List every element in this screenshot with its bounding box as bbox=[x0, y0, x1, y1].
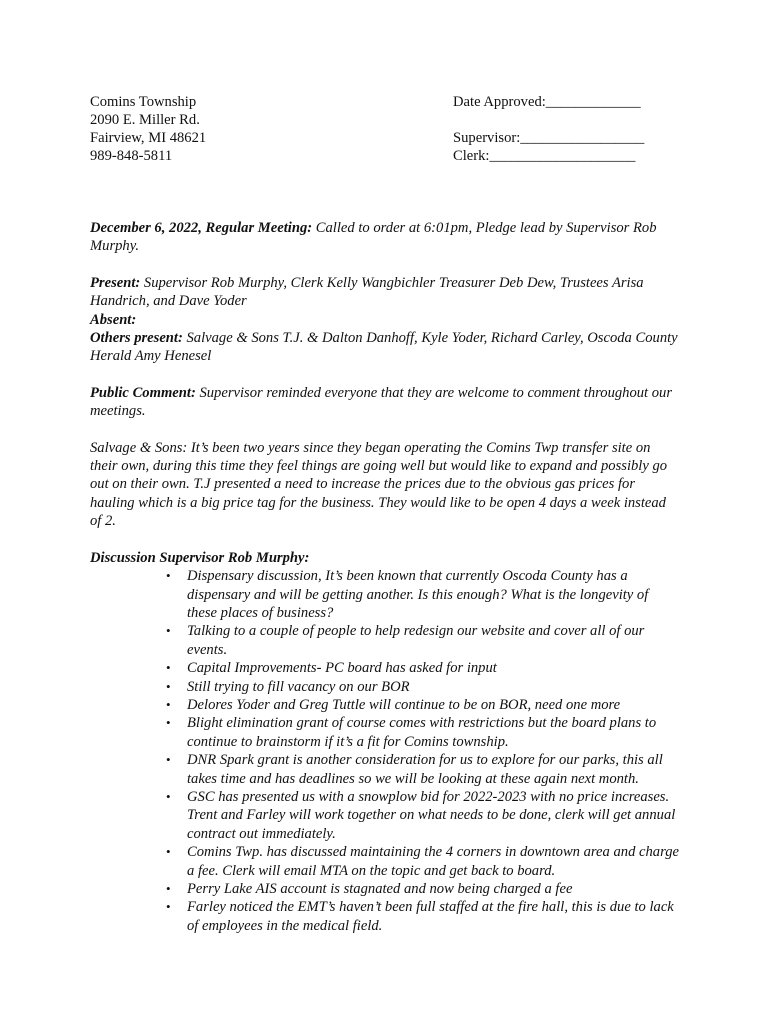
discussion-item-text: Perry Lake AIS account is stagnated and now being charged a fee bbox=[187, 881, 573, 897]
present-label: Present: bbox=[90, 274, 141, 291]
minutes-page bbox=[90, 93, 680, 935]
meeting-label: December 6, 2022, Regular Meeting: bbox=[90, 220, 313, 236]
approval-block bbox=[453, 93, 644, 165]
bullet-dot: • bbox=[166, 623, 171, 639]
discussion-item bbox=[166, 880, 680, 898]
bullet-dot: • bbox=[166, 696, 171, 712]
discussion-item bbox=[166, 898, 680, 935]
city-state-zip: Fairview, MI 48621 bbox=[90, 130, 207, 146]
bullet-dot: • bbox=[166, 881, 171, 896]
present-paragraph bbox=[90, 274, 680, 311]
discussion-item-text: Farley noticed the EMT’s haven’t been full staffed at the fire hall, this is due to lack of employees in the medical field. bbox=[187, 899, 674, 934]
street-address: 2090 E. Miller Rd. bbox=[90, 112, 200, 128]
bullet-dot: • bbox=[166, 715, 171, 731]
salvage-paragraph: Salvage & Sons: It’s been two years since they began operating the Comins Twp transfer site on their own, during this time they feel things are going well but would like to expand and possibly go out on their own. T.J presented a need to increase the prices due to the obvious gas prices for hauling which is a big price tag for the business. They would like to be open 4 days a week instead of 2. bbox=[90, 439, 668, 530]
discussion-list bbox=[90, 567, 680, 935]
bullet-dot: • bbox=[166, 788, 171, 804]
bullet-dot: • bbox=[166, 899, 171, 915]
public-comment-paragraph bbox=[90, 384, 680, 421]
bullet-dot: • bbox=[166, 844, 171, 860]
discussion-item bbox=[166, 696, 680, 714]
discussion-item-text: Comins Twp. has discussed maintaining the 4 corners in downtown area and charge a fee. Clerk will email MTA on the topic and get back to board. bbox=[187, 844, 679, 879]
discussion-item bbox=[166, 678, 680, 696]
others-text: Salvage & Sons T.J. & Dalton Danhoff, Kyle Yoder, Richard Carley, Oscoda County Herald Amy Henesel bbox=[90, 330, 678, 365]
discussion-heading: Discussion Supervisor Rob Murphy: bbox=[90, 549, 310, 566]
date-approved-line: Date Approved:_____________ bbox=[453, 94, 641, 110]
public-comment-text: Supervisor reminded everyone that they are welcome to comment throughout our meetings. bbox=[90, 384, 673, 420]
discussion-item bbox=[166, 714, 680, 751]
discussion-item-text: Still trying to fill vacancy on our BOR bbox=[187, 678, 410, 695]
absent-paragraph bbox=[90, 311, 680, 329]
present-text: Supervisor Rob Murphy, Clerk Kelly Wangbichler Treasurer Deb Dew, Trustees Arisa Handrich, and Dave Yoder bbox=[90, 274, 644, 310]
township-name: Comins Township bbox=[90, 94, 197, 110]
meeting-text: Called to order at 6:01pm, Pledge lead by Supervisor Rob Murphy. bbox=[90, 220, 657, 255]
clerk-signature-line: Clerk:____________________ bbox=[453, 148, 636, 164]
discussion-item-text: GSC has presented us with a snowplow bid for 2022-2023 with no price increases. Trent and Farley will work together on what needs to be done, clerk will get annual contract out immediately. bbox=[187, 788, 676, 842]
bullet-dot: • bbox=[166, 568, 171, 584]
discussion-item-text: Capital Improvements- PC board has asked for input bbox=[187, 660, 497, 677]
absent-label: Absent: bbox=[90, 311, 137, 328]
discussion-item-text: DNR Spark grant is another consideration for us to explore for our parks, this all takes time and has deadlines so we will be looking at these again next month. bbox=[187, 752, 663, 787]
discussion-item-text: Talking to a couple of people to help redesign our website and cover all of our events. bbox=[187, 623, 645, 658]
approval-spacer bbox=[453, 111, 644, 129]
bullet-dot: • bbox=[166, 678, 171, 694]
bullet-dot: • bbox=[166, 660, 171, 676]
others-paragraph bbox=[90, 329, 680, 366]
township-address-block bbox=[90, 93, 206, 165]
supervisor-signature-line: Supervisor:_________________ bbox=[453, 130, 645, 146]
bullet-dot: • bbox=[166, 752, 171, 768]
others-label: Others present: bbox=[90, 330, 183, 347]
discussion-item bbox=[166, 622, 680, 659]
discussion-item-text: Dispensary discussion, It’s been known that currently Oscoda County has a dispensary and will be getting another. Is this enough? What is the longevity of these places of business? bbox=[187, 568, 649, 621]
discussion-item bbox=[166, 843, 680, 880]
discussion-item-text: Delores Yoder and Greg Tuttle will continue to be on BOR, need one more bbox=[187, 696, 621, 713]
discussion-item-text: Blight elimination grant of course comes with restrictions but the board plans to continue to brainstorm if it’s a fit for Comins township. bbox=[187, 715, 657, 750]
discussion-item bbox=[166, 788, 680, 843]
discussion-item bbox=[166, 751, 680, 788]
discussion-item bbox=[166, 659, 680, 677]
meeting-paragraph bbox=[90, 219, 680, 256]
discussion-item bbox=[166, 567, 680, 622]
public-comment-label: Public Comment: bbox=[90, 384, 196, 401]
phone-number: 989-848-5811 bbox=[90, 148, 173, 164]
document-header bbox=[90, 93, 680, 183]
